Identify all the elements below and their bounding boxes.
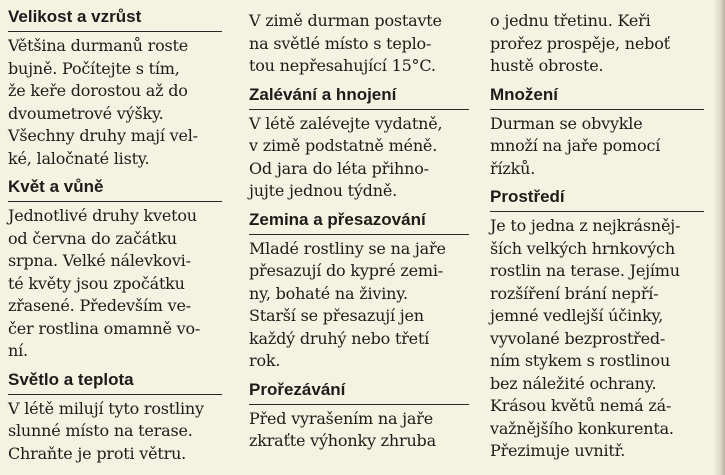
section-soil-repotting bbox=[249, 209, 469, 373]
text-line: na světlé místo s teplo- bbox=[249, 33, 432, 53]
paragraph-soil-repotting bbox=[249, 238, 469, 373]
text-line: bez náležité ochrany. bbox=[490, 373, 657, 393]
paragraph-continued-light bbox=[249, 10, 469, 78]
text-line: Durman se obvykle bbox=[490, 113, 643, 133]
text-line: rostlin na terase. Jejímu bbox=[490, 261, 680, 280]
text-line: srpna. Velké nálevkovi- bbox=[8, 251, 191, 270]
heading-size-growth: Velikost a vzrůst bbox=[8, 6, 222, 32]
text-line: Je to jedna z nejkrásněj- bbox=[490, 216, 681, 235]
text-line: Krásou květů nemá zá- bbox=[490, 396, 672, 415]
text-line: že keře dorostou až do bbox=[8, 81, 188, 100]
text-line: dvoumetrové výšky. bbox=[8, 103, 164, 123]
section-continued-pruning bbox=[490, 10, 704, 78]
column-2 bbox=[249, 0, 469, 459]
text-line: čer rostlina omamně vo- bbox=[8, 318, 201, 338]
text-line: vyvolané bezprostřed- bbox=[490, 328, 666, 348]
heading-light-temperature: Světlo a teplota bbox=[8, 369, 222, 395]
text-line: jujte jednou týdně. bbox=[249, 181, 397, 200]
paragraph-pruning bbox=[249, 408, 469, 453]
heading-watering-fertilizing: Zalévání a hnojení bbox=[249, 84, 469, 110]
heading-environment: Prostředí bbox=[490, 186, 704, 212]
text-line: té květy jsou zpočátku bbox=[8, 273, 185, 293]
text-line: Přezimuje uvnitř. bbox=[490, 441, 626, 460]
paragraph-watering-fertilizing bbox=[249, 113, 469, 203]
paragraph-environment bbox=[490, 215, 704, 463]
section-flower-scent bbox=[8, 176, 222, 363]
text-line: ších velkých hrnkových bbox=[490, 238, 675, 258]
text-line: ké, laločnaté listy. bbox=[8, 148, 150, 168]
text-line: hustě obroste. bbox=[490, 56, 604, 75]
text-line: rok. bbox=[249, 351, 281, 370]
heading-soil-repotting: Zemina a přesazování bbox=[249, 209, 469, 235]
text-line: Většina durmanů roste bbox=[8, 36, 189, 55]
text-line: Před vyrašením na jaře bbox=[249, 408, 433, 428]
section-continued-light bbox=[249, 10, 469, 78]
text-line: ní. bbox=[8, 341, 28, 360]
section-watering-fertilizing bbox=[249, 84, 469, 203]
page-edge-shadow bbox=[713, 0, 725, 475]
text-line: V létě milují tyto rostliny bbox=[8, 398, 204, 418]
paragraph-flower-scent bbox=[8, 205, 222, 363]
text-line: prořez prospěje, neboť bbox=[490, 33, 670, 53]
text-line: od června do začátku bbox=[8, 228, 177, 248]
text-line: Od jara do léta přihno- bbox=[249, 158, 429, 178]
text-line: V zimě durman postavte bbox=[249, 11, 442, 30]
paragraph-size-growth bbox=[8, 35, 222, 170]
text-line: zkraťte výhonky zhruba bbox=[249, 431, 436, 450]
paragraph-continued-pruning bbox=[490, 10, 704, 78]
text-line: slunné místo na terase. bbox=[8, 421, 193, 440]
paragraph-light-temperature bbox=[8, 398, 222, 466]
text-line: važnějšího konkurenta. bbox=[490, 418, 674, 438]
text-line: zřasené. Především ve- bbox=[8, 296, 191, 315]
text-line: o jednu třetinu. Keři bbox=[490, 11, 651, 30]
text-line: řízků. bbox=[490, 158, 536, 178]
heading-flower-scent: Květ a vůně bbox=[8, 176, 222, 202]
section-size-growth bbox=[8, 6, 222, 170]
text-line: V létě zalévejte vydatně, bbox=[249, 113, 443, 133]
heading-pruning: Prořezávání bbox=[249, 379, 469, 405]
paragraph-propagation bbox=[490, 113, 704, 181]
text-line: Mladé rostliny se na jaře bbox=[249, 238, 446, 258]
text-line: Jednotlivé druhy kvetou bbox=[8, 206, 197, 225]
text-line: množí na jaře pomocí bbox=[490, 136, 661, 155]
column-3 bbox=[490, 0, 704, 469]
section-environment bbox=[490, 186, 704, 463]
section-propagation bbox=[490, 84, 704, 181]
heading-propagation: Množení bbox=[490, 84, 704, 110]
column-1 bbox=[8, 0, 222, 471]
text-line: rozšíření brání nepří- bbox=[490, 283, 659, 303]
text-line: v zimě podstatně méně. bbox=[249, 136, 438, 155]
section-light-temperature bbox=[8, 369, 222, 466]
text-line: ním stykem s rostlinou bbox=[490, 351, 671, 370]
text-line: jemné vedlejší účinky, bbox=[490, 306, 664, 325]
text-line: bujně. Počítejte s tím, bbox=[8, 58, 180, 78]
text-line: každý druhý nebo třetí bbox=[249, 328, 430, 348]
text-line: Chraňte je proti větru. bbox=[8, 443, 187, 463]
text-line: přesazují do kypré zemi- bbox=[249, 261, 443, 280]
text-line: Všechny druhy mají vel- bbox=[8, 126, 198, 145]
text-line: tou nepřesahující 15°C. bbox=[249, 56, 436, 75]
section-pruning bbox=[249, 379, 469, 453]
text-line: ny, bohaté na živiny. bbox=[249, 283, 408, 303]
text-line: Starší se přesazují jen bbox=[249, 306, 424, 325]
